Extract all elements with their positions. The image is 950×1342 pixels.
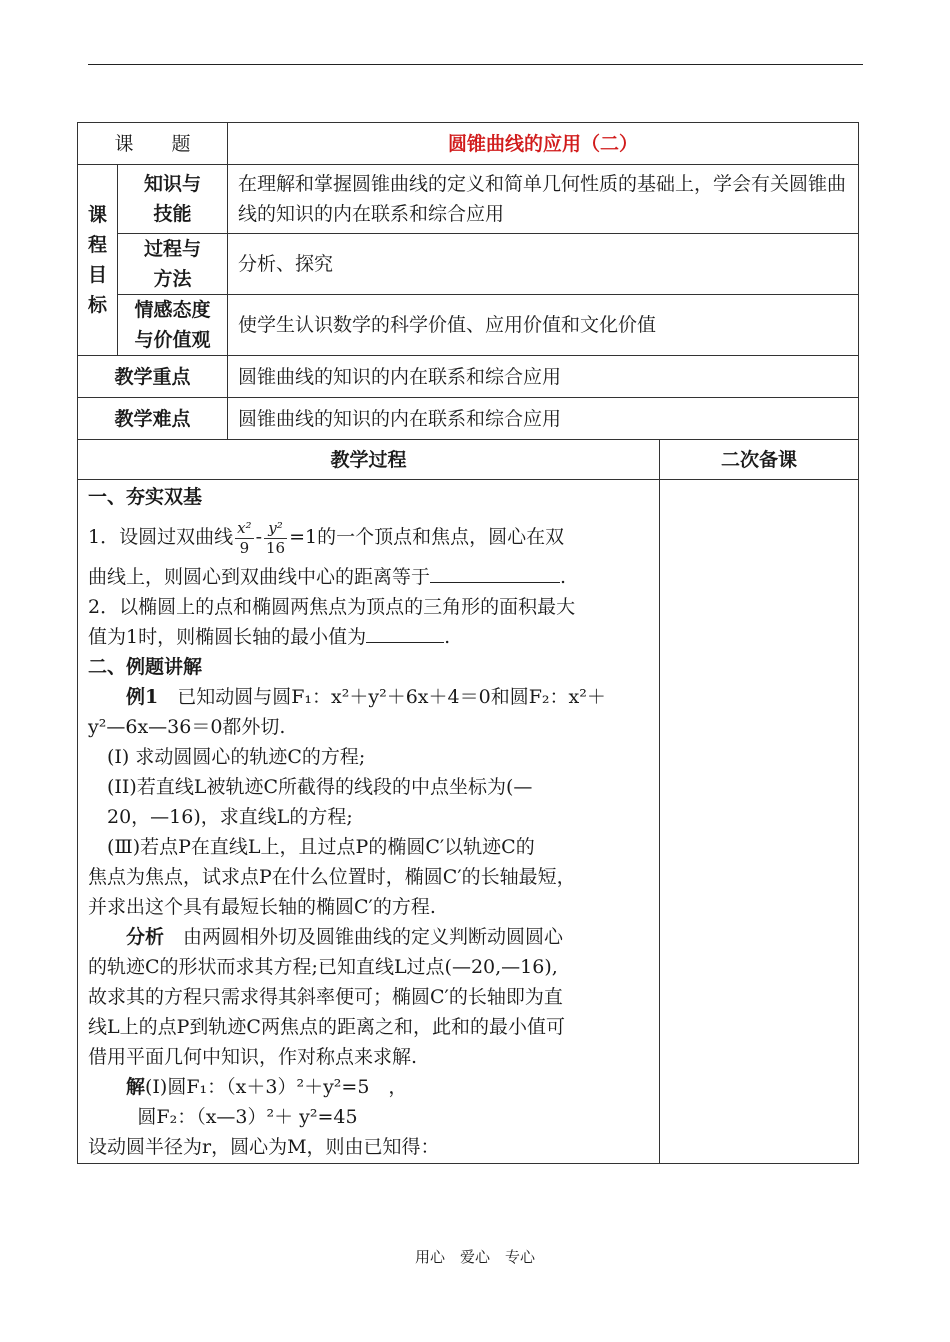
part-2-line2: 20，—16)，求直线L的方程;: [107, 806, 353, 828]
process-header: 教学过程: [78, 440, 660, 480]
header-rule: [88, 64, 863, 65]
knowledge-skills-text: 在理解和掌握圆锥曲线的定义和简单几何性质的基础上，学会有关圆锥曲线的知识的内在联系和综合应用: [228, 165, 859, 234]
part-3-line1: (Ⅲ)若点P在直线L上，且过点P的椭圆C′以轨迹C的: [107, 836, 535, 858]
goal-row-process: [78, 234, 859, 295]
question-2-line2: 值为1时，则椭圆长轴的最小值为 .: [88, 622, 649, 652]
lesson-title: 圆锥曲线的应用（二）: [228, 123, 859, 165]
goal-row-knowledge: [78, 165, 859, 234]
difficulties-row: [78, 398, 859, 440]
goal-row-attitude: [78, 295, 859, 356]
analysis-line4: 线L上的点P到轨迹C两焦点的距离之和，此和的最小值可: [88, 1016, 565, 1038]
difficulties-text: 圆锥曲线的知识的内在联系和综合应用: [228, 398, 859, 440]
analysis-line3: 故求其的方程只需求得其斜率便可；椭圆C′的长轴即为直: [88, 986, 563, 1008]
fraction-y2-over-16: $\frac{\text{y²}}{16}$: [266, 518, 286, 557]
key-points-label: 教学重点: [78, 356, 228, 398]
solution-line1: 解(Ⅰ)圆F₁：（x＋3）²＋y²=5 ，: [126, 1076, 408, 1098]
analysis-line2: 的轨迹C的形状而求其方程;已知直线L过点(—20,—16),: [88, 956, 558, 978]
process-method-label: 过程与 方法: [118, 234, 228, 295]
process-content: [78, 480, 660, 1164]
analysis-line1: 分析 由两圆相外切及圆锥曲线的定义判断动圆圆心: [126, 926, 564, 948]
section-heading-basics: 一、夯实双基: [88, 486, 203, 508]
example-1-line1: 例1 已知动圆与圆F₁：x²＋y²＋6x＋4＝0和圆F₂：x²＋: [126, 686, 606, 708]
process-method-text: 分析、探究: [228, 234, 859, 295]
course-goals-label: 课 程 目 标: [78, 165, 118, 356]
fraction-x2-over-9: $\frac{\text{x²}}{9}$: [237, 518, 252, 557]
process-body-row: [78, 480, 859, 1164]
title-row: [78, 123, 859, 165]
difficulties-label: 教学难点: [78, 398, 228, 440]
page-footer: 用心 爱心 专心: [414, 1248, 535, 1266]
question-1-line2: 曲线上，则圆心到双曲线中心的距离等于 .: [88, 562, 649, 592]
analysis-line5: 借用平面几何中知识，作对称点来求解.: [88, 1046, 418, 1068]
part-3-line2: 焦点为焦点，试求点P在什么位置时，椭圆C′的长轴最短，: [88, 866, 576, 888]
attitude-values-label: 情感态度 与价值观: [118, 295, 228, 356]
lesson-plan-table: [77, 122, 859, 1164]
key-points-text: 圆锥曲线的知识的内在联系和综合应用: [228, 356, 859, 398]
topic-label: 课 题: [78, 123, 228, 165]
part-2-line1: (II)若直线L被轨迹C所截得的线段的中点坐标为(—: [107, 776, 533, 798]
answer-blank-1: [430, 562, 560, 583]
second-prep-header: 二次备课: [660, 440, 859, 480]
part-3-line3: 并求出这个具有最短长轴的椭圆C′的方程.: [88, 896, 436, 918]
second-prep-notes: [660, 480, 859, 1164]
part-1: (I) 求动圆圆心的轨迹C的方程;: [107, 746, 366, 768]
solution-line3: 设动圆半径为r，圆心为M，则由已知得：: [88, 1136, 440, 1158]
answer-blank-2: [366, 622, 444, 643]
question-1-line1: 1．设圆过双曲线 $\frac{\text{x²}}{9}$ - $\frac{\text{y²}}{16}$ =1的一个顶点和焦点，圆心在双: [88, 518, 565, 557]
attitude-values-text: 使学生认识数学的科学价值、应用价值和文化价值: [228, 295, 859, 356]
question-2-line1: 2．以椭圆上的点和椭圆两焦点为顶点的三角形的面积最大: [88, 596, 576, 618]
section-heading-examples: 二、例题讲解: [88, 656, 203, 678]
example-1-line2: y²—6x—36＝0都外切.: [88, 716, 286, 738]
solution-line2: 圆F₂：（x—3）²＋ y²=45: [137, 1106, 358, 1128]
key-points-row: [78, 356, 859, 398]
knowledge-skills-label: 知识与 技能: [118, 165, 228, 234]
process-header-row: [78, 440, 859, 480]
